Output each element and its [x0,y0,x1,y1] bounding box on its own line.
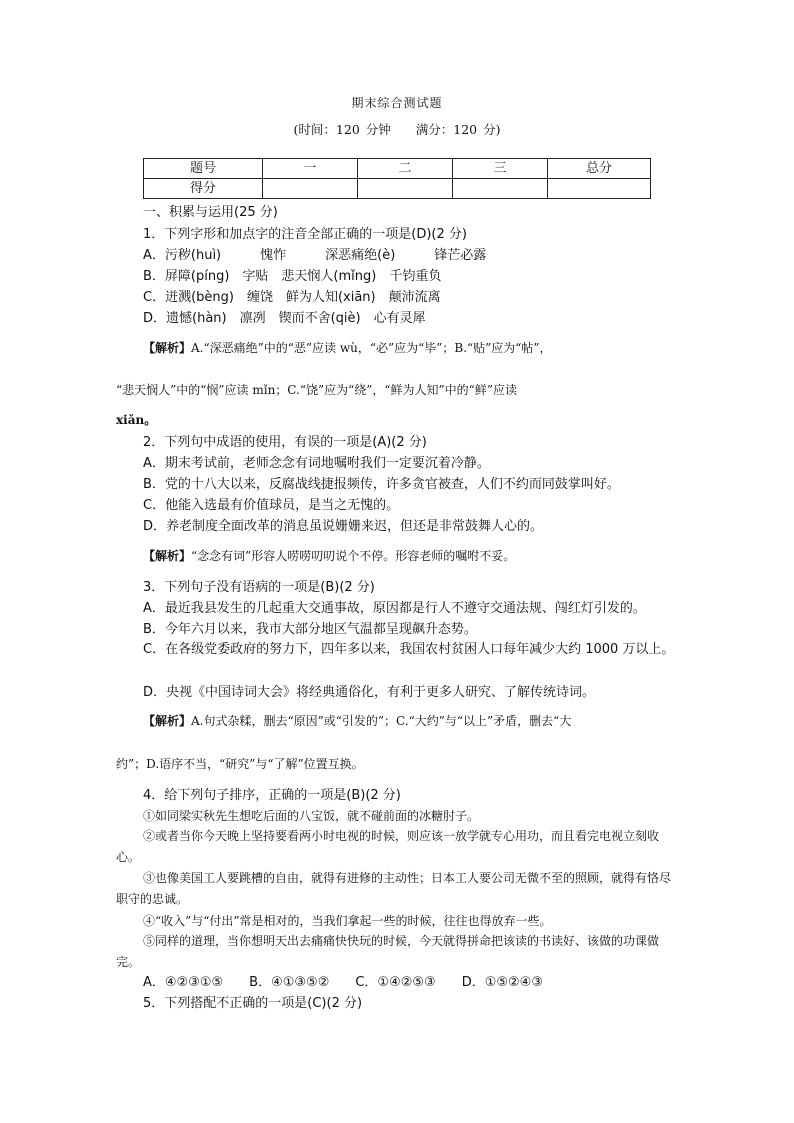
question-2-analysis [143,548,515,565]
question-1-stem: 1．下列字形和加点字的注音全部正确的一项是(D)(2 分) [143,227,467,242]
table-row [144,179,651,199]
question-5-stem: 5．下列搭配不正确的一项是(C)(2 分) [143,996,363,1011]
question-4-sentence-2: ②或者当你今天晚上坚持要看两小时电视的时候，则应该一放学就专心用功，而且看完电视立刻收心。 [116,829,660,864]
table-cell: 一 [263,159,358,179]
question-4-stem: 4．给下列句子排序，正确的一项是(B)(2 分) [143,788,401,803]
table-cell: 二 [358,159,453,179]
analysis-tag: 【解析】 [143,549,192,563]
table-row [144,159,651,179]
question-3-option-c: C．在各级党委政府的努力下，四年多以来，我国农村贫困人口每年减少大约 1000 万以上。 [143,642,675,657]
table-cell: 题号 [144,159,263,179]
analysis-tag: 【解析】 [143,341,192,355]
section-heading: 一、积累与运用(25 分) [143,205,278,220]
question-3-analysis-line2: 约”；D.语序不当，“研究”与“了解”位置互换。 [116,757,364,771]
table-cell[interactable] [453,179,548,199]
table-cell: 三 [453,159,548,179]
question-4-options: A．④②③①⑤ B．④①③⑤② C．①④②⑤③ D．①⑤②④③ [143,975,543,990]
question-1-analysis-line2: “悲天悯人”中的“悯”应读 mǐn；C.“饶”应为“绕”，“鲜为人知”中的“鲜”应读 [116,383,517,397]
table-cell[interactable] [358,179,453,199]
question-4-sentence-4: ④“收入”与“付出”常是相对的，当我们拿起一些的时候，往往也得放弃一些。 [143,914,552,928]
score-table [143,158,651,199]
question-1-option-c: C．迸溅(bèng) 缠饶 鲜为人知(xiān) 颠沛流离 [143,290,441,305]
question-3-analysis [143,713,571,730]
question-2-option-c: C．他能入选最有价值球员，是当之无愧的。 [143,498,400,513]
analysis-text: “念念有词”形容人唠唠叨叨说个不停。形容老师的嘱咐不妥。 [191,549,516,563]
question-4-sentence-5: ⑤同样的道理，当你想明天出去痛痛快快玩的时候，今天就得拼命把该读的书读好、该做的功课做完。 [116,934,660,969]
table-cell[interactable] [263,179,358,199]
question-3-option-a: A．最近我县发生的几起重大交通事故，原因都是行人不遵守交通法规、闯红灯引发的。 [143,601,646,616]
question-4-sentence-1: ①如同梁实秋先生想吃后面的八宝饭，就不碰前面的冰糖肘子。 [143,809,480,823]
analysis-text: A.句式杂糅，删去“原因”或“引发的”；C.“大约”与“以上”矛盾，删去“大 [191,714,572,728]
question-1-option-d: D．遗憾(hàn) 凛冽 锲而不舍(qiè) 心有灵犀 [143,311,426,326]
question-1-analysis-line3: xiǎn。 [116,413,157,427]
question-4-sentence-3: ③也像美国工人要跳槽的自由，就得有进修的主动性；日本工人要公司无微不至的照顾，就得有恪尽职守的忠诚。 [116,871,672,906]
question-1-option-a: A．污秽(huì) 愧怍 深恶痛绝(è) 锋芒必露 [143,248,487,263]
question-1-analysis [143,340,552,357]
exam-info: (时间：120 分钟 满分：120 分) [293,122,501,137]
analysis-text: A.“深恶痛绝”中的“恶”应读 wù，“必”应为“毕”；B.“贴”应为“帖”， [191,341,552,355]
table-cell: 总分 [548,159,651,179]
question-2-option-a: A．期末考试前，老师念念有词地嘱咐我们一定要沉着冷静。 [143,456,490,471]
question-2-stem: 2．下列句中成语的使用，有误的一项是(A)(2 分) [143,435,427,450]
table-cell[interactable] [548,179,651,199]
page-title: 期末综合测试题 [351,96,443,110]
table-cell: 得分 [144,179,263,199]
question-3-option-d: D．央视《中国诗词大会》将经典通俗化，有利于更多人研究、了解传统诗词。 [143,685,596,700]
question-2-option-d: D．养老制度全面改革的消息虽说姗姗来迟，但还是非常鼓舞人心的。 [143,519,544,534]
question-1-option-b: B．屏障(píng) 字贴 悲天悯人(mǐng) 千钧重负 [143,269,442,284]
question-3-option-b: B．今年六月以来，我市大部分地区气温都呈现飙升态势。 [143,622,477,637]
question-2-option-b: B．党的十八大以来，反腐战线捷报频传，许多贪官被查，人们不约而同鼓掌叫好。 [143,477,620,492]
question-3-stem: 3．下列句子没有语病的一项是(B)(2 分) [143,580,375,595]
analysis-tag: 【解析】 [143,714,192,728]
